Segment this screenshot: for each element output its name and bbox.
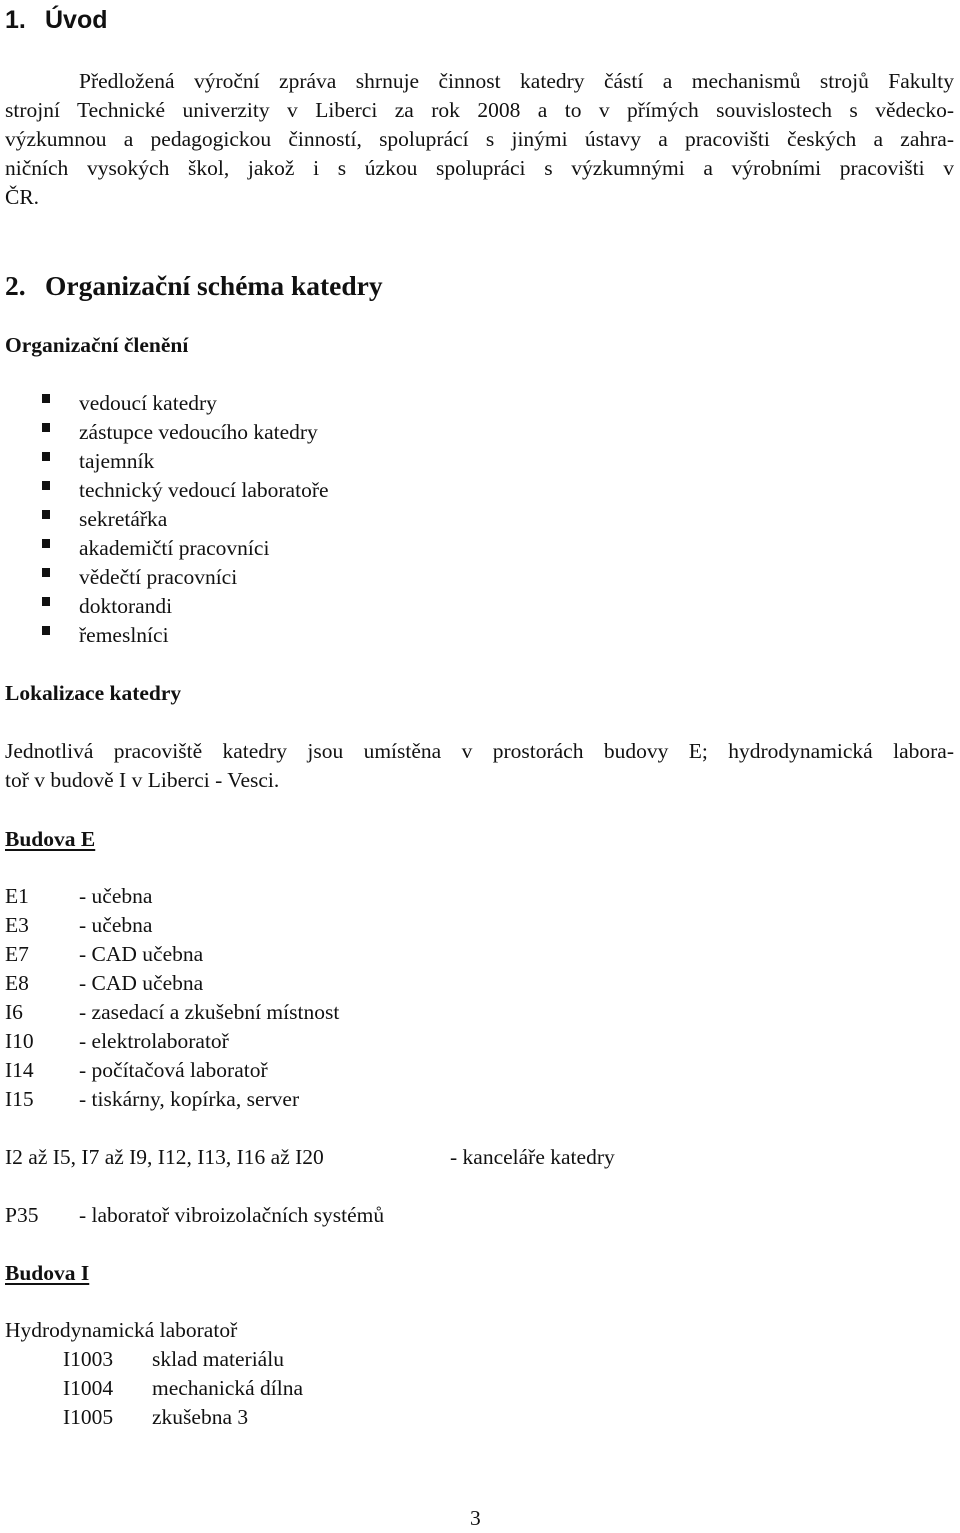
room-description: - CAD učebna <box>79 971 204 995</box>
room-description: - tiskárny, kopírka, server <box>79 1087 300 1111</box>
intro-paragraph <box>5 67 954 212</box>
room-code: I14 <box>5 1058 34 1082</box>
room-code: I10 <box>5 1029 34 1053</box>
location-line: Jednotlivá pracoviště katedry jsou umístěna v prostorách budovy E; hydrodynamická labora- <box>5 739 954 763</box>
list-item <box>5 882 339 911</box>
offices-codes: I2 až I5, I7 až I9, I12, I13, I16 až I20 <box>5 1145 324 1169</box>
list-item <box>5 940 339 969</box>
list-item <box>42 592 329 621</box>
list-item-label: akademičtí pracovníci <box>79 536 270 560</box>
offices-description: - kanceláře katedry <box>450 1145 615 1169</box>
list-item <box>42 534 329 563</box>
list-item-label: zástupce vedoucího katedry <box>79 420 318 444</box>
location-paragraph <box>5 737 954 795</box>
square-bullet-icon <box>42 394 50 403</box>
section-2-title: Organizační schéma katedry <box>45 270 383 301</box>
location-line: toř v budově I v Liberci - Vesci. <box>5 768 280 792</box>
list-item <box>5 1056 339 1085</box>
list-item-label: tajemník <box>79 449 155 473</box>
room-description: - počítačová laboratoř <box>79 1058 268 1082</box>
hydro-lab-title: Hydrodynamická laboratoř <box>5 1318 238 1342</box>
section-1-heading <box>5 4 108 36</box>
room-code: E7 <box>5 942 29 966</box>
intro-line: strojní Technické univerzity v Liberci za rok 2008 a to v přímých souvislostech s vědecko- <box>5 98 954 122</box>
list-item <box>42 505 329 534</box>
room-description: - zasedací a zkušební místnost <box>79 1000 340 1024</box>
intro-line: ničních vysokých škol, jakož i s úzkou spolupráci s výzkumnými a výrobními pracovišti v <box>5 156 954 180</box>
list-item <box>63 1403 303 1432</box>
room-description: zkušebna 3 <box>152 1405 249 1429</box>
room-description: - učebna <box>79 913 153 937</box>
list-item <box>42 476 329 505</box>
list-item <box>5 1085 339 1114</box>
intro-line: Předložená výroční zpráva shrnuje činnost katedry částí a mechanismů strojů Fakulty <box>79 69 954 93</box>
room-code: I15 <box>5 1087 34 1111</box>
square-bullet-icon <box>42 452 50 461</box>
square-bullet-icon <box>42 423 50 432</box>
square-bullet-icon <box>42 626 50 635</box>
room-description: - elektrolaboratoř <box>79 1029 229 1053</box>
building-i-heading: Budova I <box>5 1261 90 1285</box>
room-code: E8 <box>5 971 29 995</box>
list-item-label: řemeslníci <box>79 623 169 647</box>
room-description: mechanická dílna <box>152 1376 304 1400</box>
list-item <box>63 1345 303 1374</box>
list-item <box>5 998 339 1027</box>
room-code: E1 <box>5 884 29 908</box>
location-heading: Lokalizace katedry <box>5 681 182 705</box>
section-1-number: 1. <box>5 6 26 34</box>
building-e-heading: Budova E <box>5 827 96 851</box>
room-code: E3 <box>5 913 29 937</box>
page-number: 3 <box>470 1506 481 1530</box>
section-1-title: Úvod <box>45 6 108 34</box>
room-code: P35 <box>5 1203 39 1227</box>
square-bullet-icon <box>42 597 50 606</box>
square-bullet-icon <box>42 481 50 490</box>
room-code: I6 <box>5 1000 23 1024</box>
list-item-label: vědečtí pracovníci <box>79 565 238 589</box>
intro-line: výzkumnou a pedagogickou činností, spoluprácí s jinými ústavy a pracovišti českých a zahra- <box>5 127 954 151</box>
section-2-number: 2. <box>5 270 26 301</box>
list-item-label: technický vedoucí laboratoře <box>79 478 329 502</box>
list-item <box>42 418 329 447</box>
room-code: I1004 <box>63 1376 114 1400</box>
square-bullet-icon <box>42 568 50 577</box>
list-item-label: vedoucí katedry <box>79 391 217 415</box>
square-bullet-icon <box>42 510 50 519</box>
building-i-room-list <box>63 1345 303 1432</box>
list-item <box>42 563 329 592</box>
list-item-label: sekretářka <box>79 507 168 531</box>
section-2-heading <box>5 268 383 304</box>
intro-line: ČR. <box>5 185 40 209</box>
room-description: sklad materiálu <box>152 1347 284 1371</box>
list-item <box>63 1374 303 1403</box>
list-item <box>5 911 339 940</box>
room-description: - laboratoř vibroizolačních systémů <box>79 1203 385 1227</box>
offices-row <box>5 1143 615 1172</box>
list-item <box>42 389 329 418</box>
room-code: I1005 <box>63 1405 114 1429</box>
building-e-room-list <box>5 882 339 1114</box>
square-bullet-icon <box>42 539 50 548</box>
room-description: - CAD učebna <box>79 942 204 966</box>
list-item <box>42 621 329 650</box>
list-item <box>42 447 329 476</box>
org-structure-list <box>42 389 329 650</box>
list-item <box>5 1027 339 1056</box>
p35-row <box>5 1201 384 1230</box>
room-code: I1003 <box>63 1347 114 1371</box>
org-structure-heading: Organizační členění <box>5 333 189 357</box>
list-item-label: doktorandi <box>79 594 173 618</box>
room-description: - učebna <box>79 884 153 908</box>
list-item <box>5 969 339 998</box>
